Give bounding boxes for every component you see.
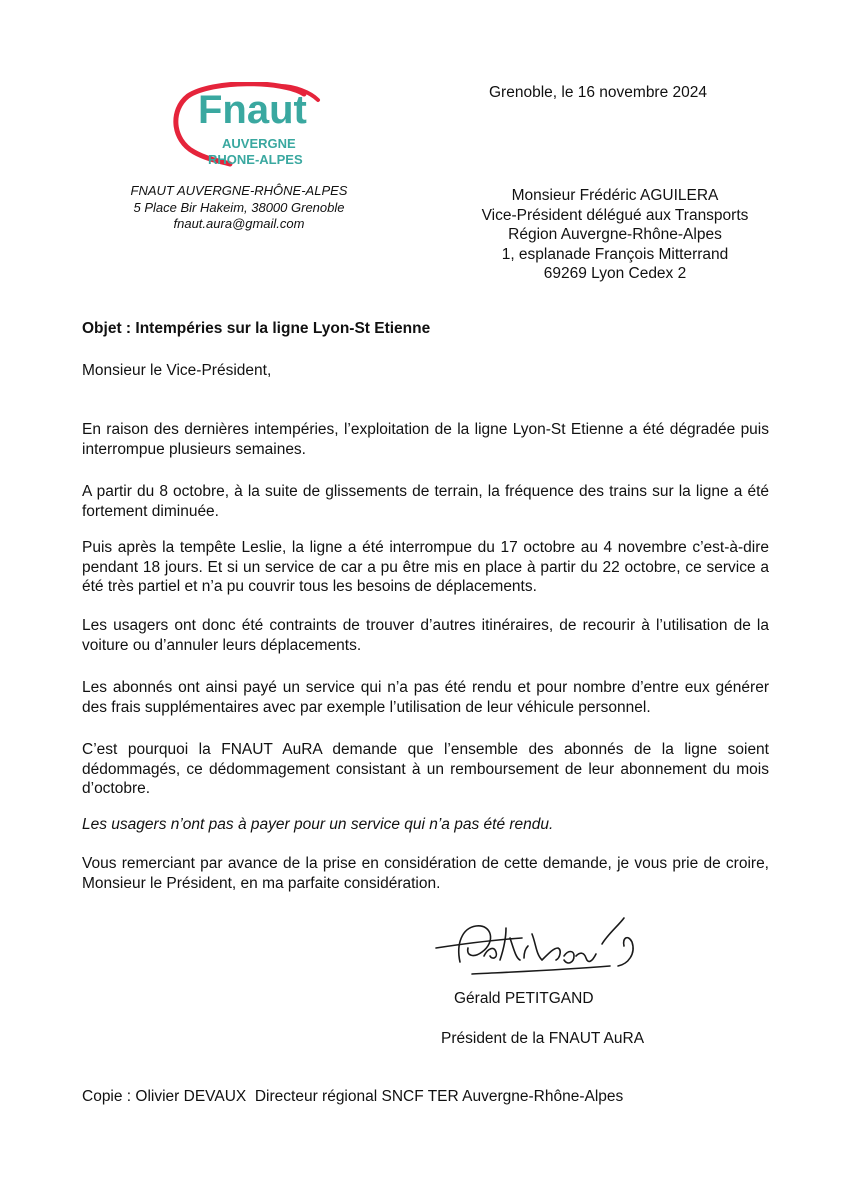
recipient-street: 1, esplanade François Mitterrand [501,245,729,263]
recipient-name: Monsieur Frédéric AGUILERA [511,187,719,204]
body-paragraph: Les usagers ont donc été contraints de trouver d’autres itinéraires, de recourir à l’utilisation de la voiture ou d’annuler leurs déplacements. [82,617,769,654]
body-paragraph: Les abonnés ont ainsi payé un service qui n’a pas été rendu et pour nombre d’entre eux générer des frais supplémentaires avec par exemple l’utilisation de leur véhicule personnel. [82,679,769,716]
signer-name: Gérald PETITGAND [454,990,594,1007]
letter-subject: Objet : Intempéries sur la ligne Lyon-St Etienne [82,320,431,337]
logo-wordmark: Fnaut [198,88,307,132]
body-paragraph: En raison des dernières intempéries, l’exploitation de la ligne Lyon-St Etienne a été dégradée puis interrompue plusieurs semaines. [82,421,769,458]
recipient-city: 69269 Lyon Cedex 2 [543,265,687,282]
letter-salutation: Monsieur le Vice-Président, [82,362,272,379]
sender-name: FNAUT AUVERGNE-RHÔNE-ALPES [130,183,348,198]
letter-date: Grenoble, le 16 novembre 2024 [489,84,708,101]
body-paragraph-italic: Les usagers n’ont pas à payer pour un service qui n’a pas été rendu. [82,816,554,833]
body-paragraph: A partir du 8 octobre, à la suite de glissements de terrain, la fréquence des trains sur la ligne a été fortement diminuée. [82,483,769,520]
sender-address: 5 Place Bir Hakeim, 38000 Grenoble [133,199,345,215]
closing-paragraph: Vous remerciant par avance de la prise en considération de cette demande, je vous prie de croire, Monsieur le Président, en ma parfaite considération. [82,855,769,892]
recipient-title: Vice-Président délégué aux Transports [481,206,749,224]
recipient-organization: Région Auvergne-Rhône-Alpes [508,226,722,243]
body-paragraph: C’est pourquoi la FNAUT AuRA demande que l’ensemble des abonnés de la ligne soient dédommagés, ce dédommagement consistant à un remboursement de leur abonnement du mois d’octobre. [82,741,769,797]
sender-block [108,183,370,233]
copy-recipients: Copie : Olivier DEVAUX Directeur régional SNCF TER Auvergne-Rhône-Alpes [82,1088,624,1105]
signer-role: Président de la FNAUT AuRA [441,1030,645,1047]
sender-email: fnaut.aura@gmail.com [173,216,305,231]
logo-region-line1: AUVERGNE [222,136,296,151]
body-paragraph: Puis après la tempête Leslie, la ligne a été interrompue du 17 octobre au 4 novembre c’est-à-dire pendant 18 jours. Et si un service de car a pu être mis en place à partir du 22 octobre, ce service a été très partiel et n’a pu couvrir tous les besoins de déplacements. [82,539,769,595]
handwritten-signature [432,908,642,986]
logo-region-line2: RHONE-ALPES [208,152,303,167]
recipient-block [440,186,790,284]
fnaut-logo [172,82,342,176]
